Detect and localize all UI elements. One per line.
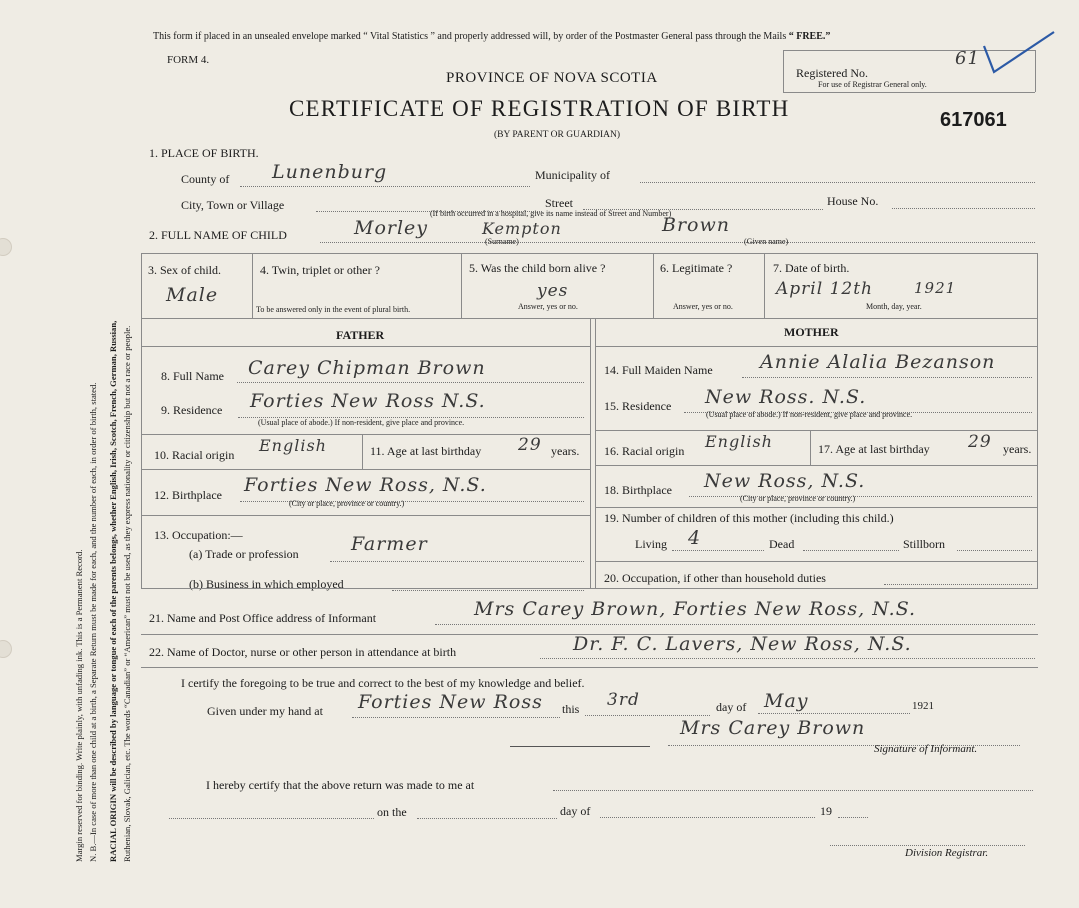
registrar-lead-line [169, 818, 374, 819]
father-age-label: 11. Age at last birthday [370, 444, 482, 458]
mother-rule [595, 507, 1037, 508]
mother-name-value[interactable]: Annie Alalia Bezanson [760, 351, 996, 373]
registrar-label: Division Registrar. [905, 847, 989, 859]
trade-label: (a) Trade or profession [189, 547, 299, 561]
registrar-signature-line [830, 845, 1025, 846]
house-label: House No. [827, 194, 879, 208]
father-rule [141, 515, 590, 516]
mail-notice-free: “ FREE.” [788, 31, 831, 42]
father-birthplace-note: (City or place, province or country.) [289, 499, 405, 508]
father-residence-label: 9. Residence [161, 403, 223, 417]
mother-birthplace-note: (City or place, province or country.) [740, 494, 856, 503]
informant-label: 21. Name and Post Office address of Informant [149, 611, 377, 625]
county-line [240, 186, 530, 187]
living-line [672, 550, 764, 551]
mail-notice [153, 31, 830, 42]
registrar-statement: I hereby certify that the above return was made to me at [206, 778, 475, 792]
father-age-divider [362, 434, 363, 469]
registrar-year-prefix: 19 [820, 804, 832, 818]
day-of-label: day of [716, 700, 747, 714]
grid-bottom-rule [141, 588, 1038, 589]
father-name-value[interactable]: Carey Chipman Brown [248, 357, 486, 379]
given-place-value[interactable]: Forties New Ross [358, 691, 543, 713]
month-value[interactable]: May [764, 690, 809, 712]
given-place-line [352, 717, 560, 718]
mother-name-line [742, 377, 1032, 378]
father-age-value[interactable]: 29 [518, 435, 542, 455]
row3-divider [252, 253, 253, 318]
mother-birthplace-value[interactable]: New Ross, N.S. [704, 470, 866, 492]
registered-number: 61 [955, 48, 980, 69]
sidebar-line-3: RACIAL ORIGIN will be described by language or tongue of each of the parents belongs, whether English, Irish, Scotch, French, German, Russian, [108, 320, 118, 862]
date-value[interactable]: April 12th [776, 279, 873, 299]
child-middle-name[interactable]: Kempton [482, 219, 562, 238]
given-name-note: (Given name) [744, 237, 789, 246]
city-label: City, Town or Village [181, 198, 285, 212]
father-racial-value[interactable]: English [259, 436, 327, 455]
doctor-label: 22. Name of Doctor, nurse or other person in attendance at birth [149, 645, 457, 659]
street-label: Street [545, 196, 573, 210]
father-heading: FATHER [336, 328, 385, 342]
mother-occupation-line [884, 584, 1032, 585]
occupation-label: 13. Occupation:— [154, 528, 243, 542]
stillborn-line [957, 550, 1032, 551]
father-name-line [237, 382, 584, 383]
children-label: 19. Number of children of this mother (including this child.) [604, 511, 894, 525]
mail-notice-text: This form if placed in an unsealed envelope marked “ Vital Statistics ” and properly addressed will, by order of the Postmaster General pass through the Mails [153, 31, 787, 42]
mother-years-label: years. [1003, 442, 1032, 456]
day-line [585, 715, 710, 716]
informant-signature[interactable]: Mrs Carey Brown [680, 717, 866, 739]
stillborn-label: Stillborn [903, 537, 946, 551]
mother-racial-value[interactable]: English [705, 432, 773, 451]
sex-label: 3. Sex of child. [148, 263, 221, 277]
father-racial-label: 10. Racial origin [154, 448, 235, 462]
child-name-line [320, 242, 1035, 243]
row3-divider [764, 253, 765, 318]
twin-note: To be answered only in the event of plural birth. [256, 305, 411, 314]
father-birthplace-value[interactable]: Forties New Ross, N.S. [244, 474, 487, 496]
grid-left-rule [141, 253, 142, 588]
business-line [392, 590, 584, 591]
father-rule [141, 469, 590, 470]
informant-value[interactable]: Mrs Carey Brown, Forties New Ross, N.S. [474, 598, 917, 620]
county-value[interactable]: Lunenburg [272, 161, 388, 183]
mother-age-label: 17. Age at last birthday [818, 442, 930, 456]
row3-divider [653, 253, 654, 318]
mother-heading: MOTHER [784, 325, 839, 339]
row3-top-rule [141, 253, 1038, 254]
check-mark-icon [980, 28, 1060, 78]
father-birthplace-label: 12. Birthplace [154, 488, 222, 502]
signature-label: Signature of Informant. [874, 743, 978, 755]
mother-racial-label: 16. Racial origin [604, 444, 685, 458]
sidebar-line-4: Ruthenian, Slovak, Galician, etc. The words “Canadian” or “American” must not be used, as they express nationality or citizenship but not a race or people. [122, 325, 132, 862]
on-the-label: on the [377, 805, 407, 819]
alive-note: Answer, yes or no. [518, 302, 578, 311]
twin-label: 4. Twin, triplet or other ? [260, 263, 380, 277]
doctor-line [540, 658, 1035, 659]
doctor-rule [141, 667, 1038, 668]
registrar-day-of-label: day of [560, 804, 591, 818]
father-residence-value[interactable]: Forties New Ross N.S. [250, 390, 486, 412]
day-value[interactable]: 3rd [607, 690, 640, 710]
business-label: (b) Business in which employed [189, 577, 344, 591]
short-rule [510, 746, 650, 747]
father-years-label: years. [551, 444, 580, 458]
house-line [892, 208, 1035, 209]
child-given-name[interactable]: Morley [354, 217, 429, 239]
alive-value[interactable]: yes [537, 281, 569, 301]
registered-note: For use of Registrar General only. [818, 80, 927, 89]
informant-line [435, 624, 1035, 625]
living-label: Living [635, 537, 667, 551]
mother-rule [595, 465, 1037, 466]
province-title: PROVINCE OF NOVA SCOTIA [446, 70, 658, 86]
father-name-label: 8. Full Name [161, 369, 224, 383]
hospital-note: (If birth occurred in a hospital, give its name instead of Street and Number) [430, 209, 672, 218]
mother-rule [595, 561, 1037, 562]
reg-box-left [783, 50, 784, 92]
punch-hole [0, 238, 12, 256]
mother-residence-note: (Usual place of abode.) If non-resident, give place and province. [706, 410, 913, 419]
living-value[interactable]: 4 [688, 527, 702, 549]
county-label: County of [181, 172, 230, 186]
father-heading-rule [141, 346, 590, 347]
sidebar-line-2: N. B.—In case of more than one child at a birth, a Separate Return must be made for each, and the number of each, in order of birth, stated. [88, 382, 98, 862]
dead-line [803, 550, 899, 551]
registrar-month-line [600, 817, 815, 818]
grid-right-rule [1037, 253, 1038, 588]
punch-hole [0, 640, 12, 658]
registrar-year-line [838, 817, 868, 818]
mother-birthplace-label: 18. Birthplace [604, 483, 672, 497]
this-label: this [562, 702, 580, 716]
legitimate-label: 6. Legitimate ? [660, 261, 733, 275]
center-divider [595, 318, 596, 588]
certificate-subtitle: (BY PARENT OR GUARDIAN) [494, 130, 621, 140]
mother-rule [595, 430, 1037, 431]
registrar-day-line [417, 818, 557, 819]
mother-heading-rule [595, 346, 1037, 347]
cert-year-value: 1921 [912, 700, 934, 712]
year-value[interactable]: 1921 [914, 279, 957, 297]
mother-residence-value[interactable]: New Ross. N.S. [705, 386, 867, 408]
certify-statement: I certify the foregoing to be true and correct to the best of my knowledge and belief. [181, 676, 585, 690]
date-label: 7. Date of birth. [773, 261, 850, 275]
father-residence-note: (Usual place of abode.) If non-resident, give place and province. [258, 418, 465, 427]
mother-age-value[interactable]: 29 [968, 432, 992, 452]
child-surname[interactable]: Brown [662, 214, 730, 236]
date-note: Month, day, year. [866, 302, 922, 311]
sex-value[interactable]: Male [166, 284, 219, 306]
place-heading: 1. PLACE OF BIRTH. [149, 146, 259, 160]
mother-age-divider [810, 430, 811, 465]
alive-label: 5. Was the child born alive ? [469, 261, 606, 275]
form-number: FORM 4. [167, 54, 210, 66]
certificate-title: CERTIFICATE OF REGISTRATION OF BIRTH [289, 96, 790, 121]
mother-residence-label: 15. Residence [604, 399, 672, 413]
mother-occupation-label: 20. Occupation, if other than household duties [604, 571, 826, 585]
dead-label: Dead [769, 537, 795, 551]
given-under-label: Given under my hand at [207, 704, 323, 718]
reg-box-bottom [783, 92, 1035, 93]
sidebar-line-1: Margin reserved for binding. Write plainly, with unfading ink. This is a Permanent Record. [74, 549, 84, 862]
registrar-place-line [553, 790, 1033, 791]
legitimate-note: Answer, yes or no. [673, 302, 733, 311]
trade-line [330, 561, 584, 562]
child-name-label: 2. FULL NAME OF CHILD [149, 228, 287, 242]
mother-name-label: 14. Full Maiden Name [604, 363, 713, 377]
certificate-number: 617061 [940, 109, 1007, 131]
trade-value[interactable]: Farmer [351, 533, 428, 555]
municipality-label: Municipality of [535, 168, 610, 182]
center-divider [590, 318, 591, 588]
registered-label: Registered No. [796, 66, 868, 80]
month-line [758, 713, 910, 714]
doctor-value[interactable]: Dr. F. C. Lavers, New Ross, N.S. [573, 633, 912, 655]
row3-divider [461, 253, 462, 318]
municipality-line [640, 182, 1035, 183]
surname-note: (Surname) [485, 237, 519, 246]
